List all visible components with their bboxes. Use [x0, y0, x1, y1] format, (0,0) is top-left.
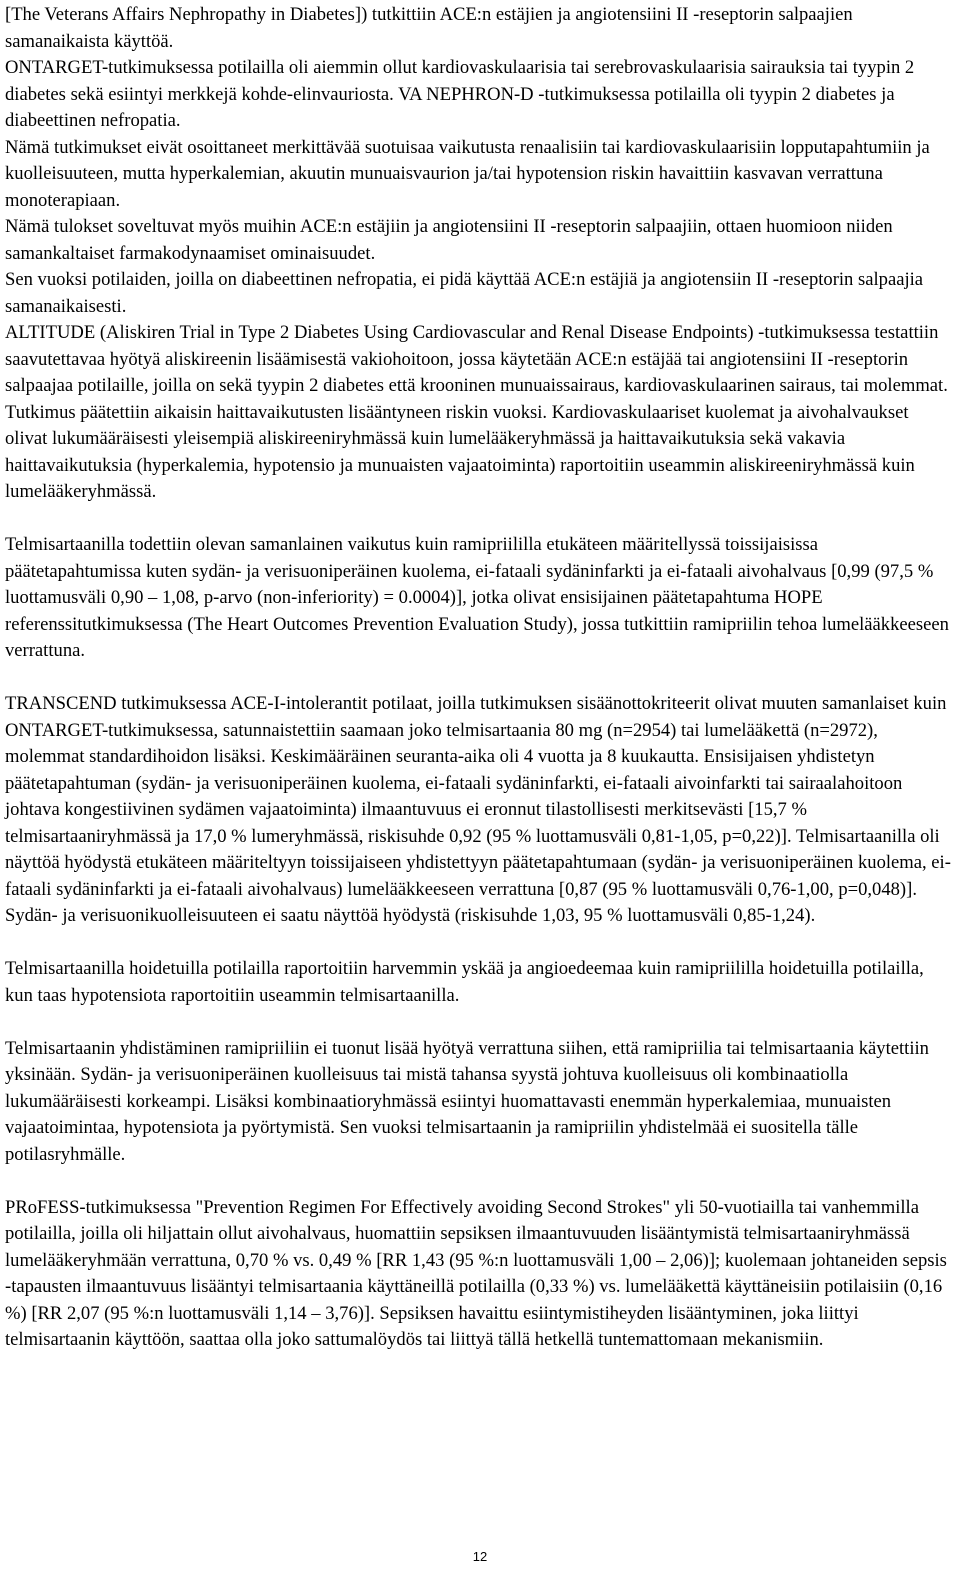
paragraph-spacer — [5, 930, 955, 957]
paragraph-cough-angioedema: Telmisartaanilla hoidetuilla potilailla raportoitiin harvemmin yskää ja angioedeemaa kuin ramipriililla hoidetuilla potilailla, kun taas hypotensiota raportoitiin useammin telmisartaanilla. — [5, 958, 924, 1006]
paragraph-recommendation: Sen vuoksi potilaiden, joilla on diabeettinen nefropatia, ei pidä käyttää ACE:n estäjiä ja angiotensiin II -reseptorin salpaajia samanaikaisesti. — [5, 269, 924, 317]
paragraph-combination: Telmisartaanin yhdistäminen ramipriiliin ei tuonut lisää hyötyä verrattuna siihen, että ramipriilia tai telmisartaania käytettiin yksinään. Sydän- ja verisuoniperäinen kuolleisuus tai mistä tahansa syystä johtuva kuolleisuus oli kombinaatiolla lukumääräisesti korkeampi. Lisäksi kombinaatioryhmässä esiintyi huomattavasti enemmän hyperkalemiaa, munuaisten vajaatoimintaa, hypotensiota ja pyörtymistä. Sen vuoksi telmisartaanin ja ramipriilin yhdistelmää ei suositella tälle potilasryhmälle. — [5, 1037, 929, 1165]
paragraph-transcend: TRANSCEND tutkimuksessa ACE-I-intolerantit potilaat, joilla tutkimuksen sisäänottokriteerit olivat muuten samanlaiset kuin ONTARGET-tutkimuksessa, satunnaistettiin saamaan joko telmisartaania 80 mg (n=2954) tai lumelääkettä (n=2972), molemmat standardihoidon lisäksi. Keskimääräinen seuranta-aika oli 4 vuotta ja 8 kuukautta. Ensisijaisen yhdistetyn päätetapahtuman (sydän- ja verisuoniperäinen kuolema, ei-fataali sydäninfarkti, ei-fataali aivoinfarkti tai sairaalahoitoon johtava kongestiivinen sydämen vajaatoiminta) ilmaantuvuus ei eronnut tilastollisesti merkitsevästi [15,7 % telmisartaaniryhmässä ja 17,0 % lumeryhmässä, riskisuhde 0,92 (95 % luottamusväli 0,81-1,05, p=0,22)]. Telmisartaanilla oli näyttöä hyödystä etukäteen määriteltyyn toissijaiseen yhdistettyyn päätetapahtumaan (sydän- ja verisuoniperäinen kuolema, ei-fataali sydäninfarkti ja ei-fataali aivohalvaus) lumelääkkeeseen verrattuna [0,87 (95 % luottamusväli 0,76-1,00, p=0,048)]. Sydän- ja verisuonikuolleisuuteen ei saatu näyttöä hyödystä (riskisuhde 1,03, 95 % luottamusväli 0,85-1,24). — [5, 693, 951, 926]
paragraph-spacer — [5, 1009, 955, 1036]
paragraph-spacer — [5, 665, 955, 692]
paragraph-veterans-affairs: [The Veterans Affairs Nephropathy in Diabetes]) tutkittiin ACE:n estäjien ja angiotensiini II -reseptorin salpaajien samanaikaista käyttöä. — [5, 4, 853, 52]
page-number: 12 — [472, 1549, 488, 1564]
paragraph-profess: PRoFESS-tutkimuksessa "Prevention Regimen For Effectively avoiding Second Strokes" yli 50-vuotiailla tai vanhemmilla potilailla, joilla oli hiljattain ollut aivohalvaus, huomattiin sepsiksen ilmaantuvuuden lisääntymistä telmisartaaniryhmässä lumelääkeryhmään verrattuna, 0,70 % vs. 0,49 % [RR 1,43 (95 %:n luottamusväli 1,00 – 2,06)]; kuolemaan johtaneiden sepsis -tapausten ilmaantuvuus lisääntyi telmisartaania käyttäneillä potilailla (0,33 %) vs. lumelääkettä käyttäneisiin potilaisiin (0,16 %) [RR 2,07 (95 %:n luottamusväli 1,14 – 3,76)]. Sepsiksen havaittu esiintymistiheyden lisääntyminen, joka liittyi telmisartaanin käyttöön, saattaa olla joko sattumalöydös tai liittyä tällä hetkellä tuntemattomaan mekanismiin. — [5, 1196, 947, 1350]
paragraph-study-findings: Nämä tutkimukset eivät osoittaneet merkittävää suotuisaa vaikutusta renaalisiin tai kardiovaskulaarisiin lopputapahtumiin ja kuolleisuuteen, mutta hyperkalemian, akuutin munuaisvaurion ja/tai hypotension riskin havaittiin kasvavan verrattuna monoterapiaan. — [5, 136, 930, 211]
paragraph-applicability: Nämä tulokset soveltuvat myös muihin ACE:n estäjiin ja angiotensiini II -reseptorin salpaajiin, ottaen huomioon niiden samankaltaiset farmakodynaamiset ominaisuudet. — [5, 216, 893, 264]
paragraph-telmisartan-ramipril: Telmisartaanilla todettiin olevan samanlainen vaikutus kuin ramipriililla etukäteen määritellyssä toissijaisissa päätetapahtumissa kuten sydän- ja verisuoniperäinen kuolema, ei-fataali sydäninfarkti ja ei-fataali aivohalvaus [0,99 (97,5 % luottamusväli 0,90 – 1,08, p-arvo (non-inferiority) = 0.0004)], jotka olivat ensisijainen päätetapahtuma HOPE referenssitutkimuksessa (The Heart Outcomes Prevention Evaluation Study), jossa tutkittiin ramipriilin tehoa lumelääkkeeseen verrattuna. — [5, 534, 949, 661]
paragraph-spacer — [5, 1168, 955, 1195]
document-page — [5, 2, 955, 1354]
paragraph-spacer — [5, 506, 955, 533]
paragraph-altitude: ALTITUDE (Aliskiren Trial in Type 2 Diabetes Using Cardiovascular and Renal Disease Endpoints) -tutkimuksessa testattiin saavutettavaa hyötyä aliskireenin lisäämisestä vakiohoitoon, jossa käytetään ACE:n estäjää tai angiotensiini II -reseptorin salpaajaa potilaille, joilla on sekä tyypin 2 diabetes että krooninen munuaissairaus, kardiovaskulaarinen sairaus, tai molemmat. Tutkimus päätettiin aikaisin haittavaikutusten lisääntyneen riskin vuoksi. Kardiovaskulaariset kuolemat ja aivohalvaukset olivat lukumääräisesti yleisempiä aliskireeniryhmässä kuin lumelääkeryhmässä ja haittavaikutuksia sekä vakavia haittavaikutuksia (hyperkalemia, hypotensio ja munuaisten vajaatoiminta) raportoitiin useammin aliskireeniryhmässä kuin lumelääkeryhmässä. — [5, 322, 948, 502]
paragraph-ontarget-population: ONTARGET-tutkimuksessa potilailla oli aiemmin ollut kardiovaskulaarisia tai serebrovaskulaarisia sairauksia tai tyypin 2 diabetes sekä esiintyi merkkejä kohde-elinvauriosta. VA NEPHRON-D -tutkimuksessa potilailla oli tyypin 2 diabetes ja diabeettinen nefropatia. — [5, 57, 915, 131]
